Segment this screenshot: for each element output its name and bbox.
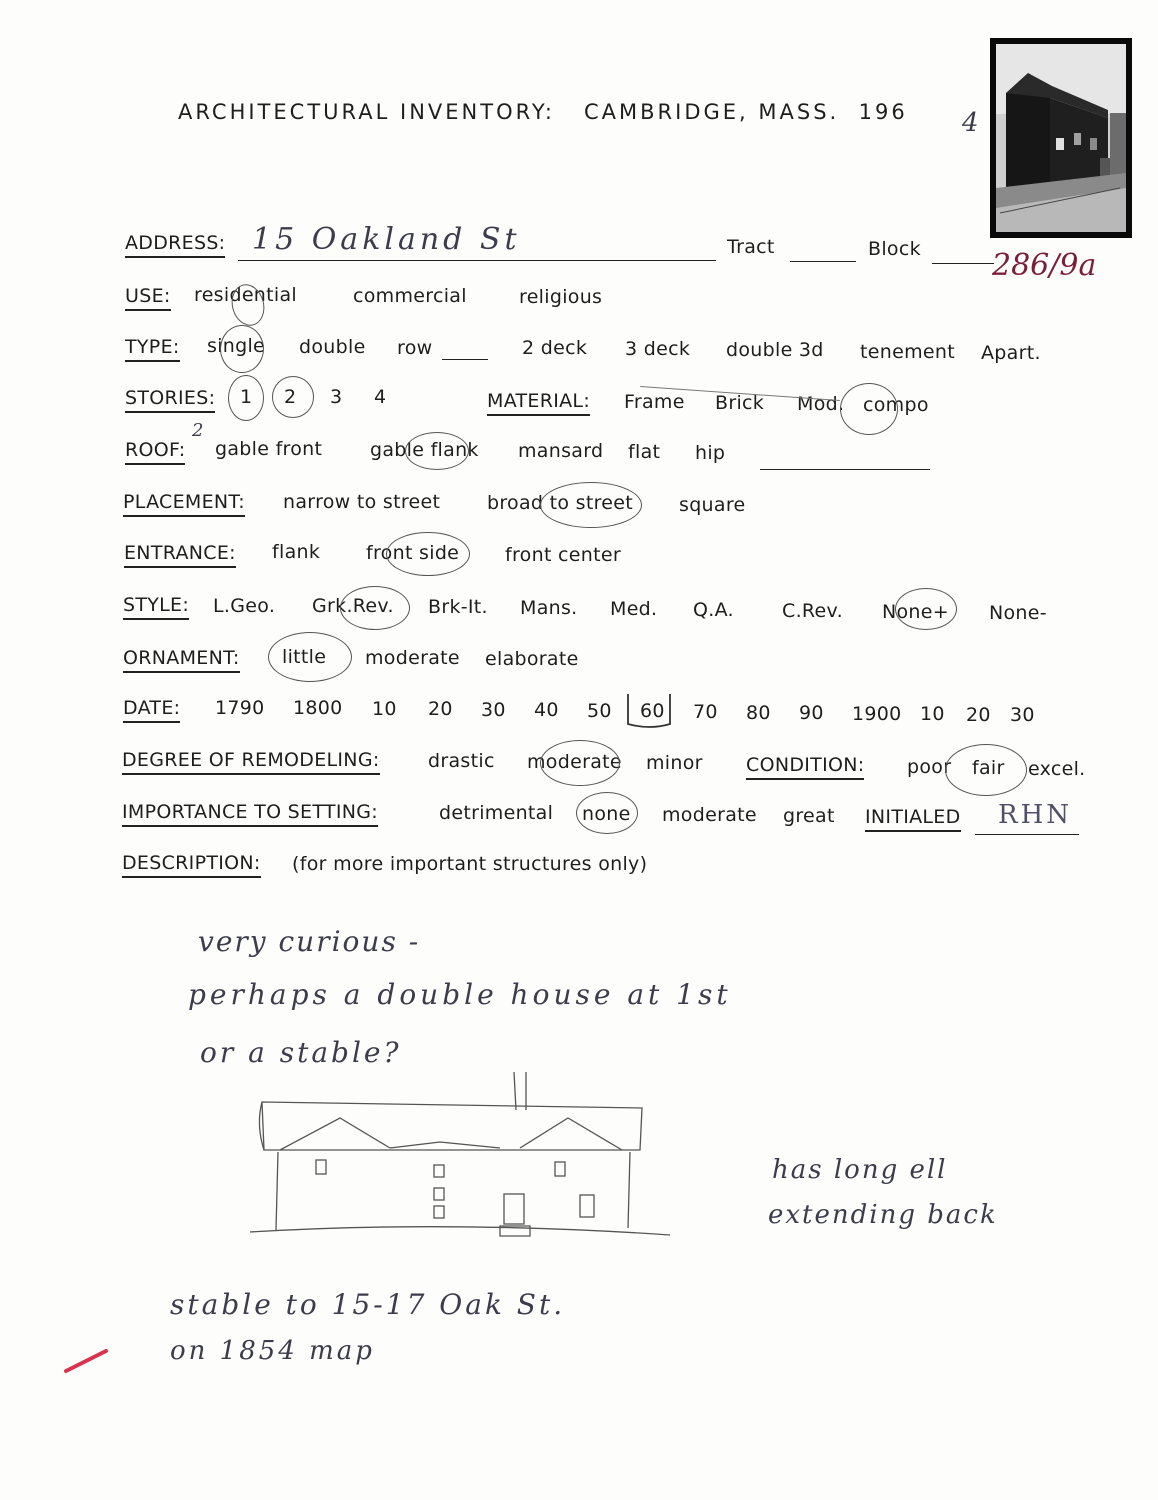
stories-option-2: 2 — [284, 386, 297, 408]
form-title — [178, 100, 908, 124]
date-option-1930: 30 — [1010, 704, 1035, 726]
date-option-1910: 10 — [920, 703, 945, 725]
roof-option-mansard: mansard — [518, 440, 604, 462]
roof-note: 2 — [192, 420, 204, 441]
date-option-30: 30 — [481, 699, 506, 721]
address-line — [238, 260, 716, 261]
type-option-apart: Apart. — [981, 342, 1041, 364]
placement-option-square: square — [679, 494, 746, 516]
remodeling-mark — [540, 740, 620, 786]
style-option-crev: C.Rev. — [782, 600, 843, 622]
importance-option-moderate: moderate — [662, 804, 757, 826]
condition-option-poor: poor — [907, 756, 952, 778]
type-option-row: row — [397, 337, 433, 359]
address-label: ADDRESS: — [125, 232, 225, 258]
placement-mark — [540, 482, 642, 528]
form-place: CAMBRIDGE, MASS. — [584, 100, 840, 124]
condition-mark — [945, 744, 1027, 796]
style-option-mans: Mans. — [520, 597, 578, 619]
roof-option-hip: hip — [695, 442, 726, 464]
placement-option-narrow: narrow to street — [283, 491, 441, 513]
entrance-option-front-center: front center — [505, 544, 621, 566]
form-title-text: ARCHITECTURAL INVENTORY: — [178, 100, 555, 124]
date-option-50: 50 — [587, 700, 612, 722]
description-note: (for more important structures only) — [292, 853, 648, 875]
use-option-commercial: commercial — [353, 285, 467, 307]
material-label: MATERIAL: — [487, 390, 590, 416]
form-year: 196 — [858, 100, 908, 124]
entrance-label: ENTRANCE: — [124, 542, 236, 568]
stories-option-1: 1 — [240, 386, 253, 408]
date-option-1800: 1800 — [293, 697, 343, 719]
initialed-value: RHN — [998, 800, 1072, 830]
stories-option-4: 4 — [374, 386, 387, 408]
date-option-1920: 20 — [966, 704, 991, 726]
style-mark-grkrev — [340, 586, 410, 630]
ornament-option-little: little — [282, 646, 327, 668]
use-option-residential: residential — [194, 284, 298, 306]
roof-blank-line — [760, 469, 930, 470]
importance-option-detrimental: detrimental — [439, 802, 554, 824]
type-mark — [220, 325, 264, 373]
remodeling-option-drastic: drastic — [428, 750, 495, 772]
building-photo — [990, 38, 1132, 238]
block-value: 286/9a — [992, 248, 1097, 283]
condition-option-excel: excel. — [1028, 758, 1086, 780]
address-value: 15 Oakland St — [252, 222, 521, 257]
roof-label: ROOF: — [125, 439, 185, 465]
material-mark — [840, 383, 898, 435]
roof-option-gable-flank: gable flank — [370, 439, 479, 461]
type-label: TYPE: — [125, 336, 180, 362]
type-option-tenement: tenement — [860, 341, 955, 363]
date-option-60: 60 — [640, 700, 665, 722]
importance-option-great: great — [783, 805, 835, 827]
building-sketch — [250, 1070, 670, 1260]
entrance-option-front-side: front side — [366, 542, 460, 564]
initialed-line — [975, 834, 1079, 835]
date-mark — [620, 690, 680, 732]
condition-label: CONDITION: — [746, 754, 864, 780]
style-option-qa: Q.A. — [693, 599, 734, 621]
importance-mark — [576, 792, 638, 834]
material-option-brick: Brick — [715, 392, 765, 414]
type-option-double: double — [299, 336, 366, 358]
use-label: USE: — [125, 285, 171, 311]
date-option-10: 10 — [372, 698, 397, 720]
description-label: DESCRIPTION: — [122, 852, 261, 878]
material-option-compo: compo — [863, 394, 929, 416]
remodeling-label: DEGREE OF REMODELING: — [122, 749, 380, 775]
stories-option-3: 3 — [330, 386, 343, 408]
tract-line — [790, 261, 856, 262]
date-option-20: 20 — [428, 698, 453, 720]
style-option-grkrev: Grk.Rev. — [312, 595, 394, 617]
style-mark-none — [895, 588, 957, 630]
year-handwritten: 4 — [962, 108, 979, 138]
date-option-1900: 1900 — [852, 703, 902, 725]
entrance-option-flank: flank — [272, 541, 321, 563]
note-line-3: or a stable? — [200, 1036, 402, 1069]
ornament-option-moderate: moderate — [365, 647, 460, 669]
type-option-3deck: 3 deck — [625, 338, 691, 360]
placement-label: PLACEMENT: — [123, 491, 245, 517]
red-check-mark — [62, 1345, 112, 1375]
style-option-lgeo: L.Geo. — [213, 595, 276, 617]
note-line-2: perhaps a double house at 1st — [188, 978, 732, 1011]
date-option-90: 90 — [799, 702, 824, 724]
ornament-mark — [268, 632, 352, 682]
initialed-label: INITIALED — [865, 806, 961, 832]
ornament-label: ORNAMENT: — [123, 647, 240, 673]
date-option-40: 40 — [534, 699, 559, 721]
block-label: Block — [868, 238, 921, 260]
date-option-1790: 1790 — [215, 697, 265, 719]
roof-mark — [405, 432, 469, 470]
date-option-70: 70 — [693, 701, 718, 723]
note-line-7: on 1854 map — [170, 1336, 375, 1366]
stories-mark-1 — [228, 375, 264, 421]
block-line — [932, 263, 994, 264]
ornament-option-elaborate: elaborate — [485, 648, 579, 670]
condition-option-fair: fair — [972, 757, 1005, 779]
use-option-religious: religious — [519, 286, 603, 308]
style-option-none-plus: None+ — [882, 601, 949, 623]
importance-option-none: none — [582, 803, 631, 825]
material-option-frame: Frame — [624, 391, 685, 413]
remodeling-option-minor: minor — [646, 752, 703, 774]
tract-label: Tract — [727, 236, 775, 258]
date-option-80: 80 — [746, 702, 771, 724]
note-line-1: very curious - — [198, 925, 421, 958]
type-option-single: single — [207, 335, 266, 357]
style-option-brkit: Brk-It. — [428, 596, 488, 618]
material-option-mod: Mod. — [797, 393, 845, 415]
roof-option-gable-front: gable front — [215, 438, 323, 460]
importance-label: IMPORTANCE TO SETTING: — [122, 801, 378, 827]
style-option-med: Med. — [610, 598, 658, 620]
style-label: STYLE: — [123, 594, 189, 620]
note-line-6: stable to 15-17 Oak St. — [170, 1288, 566, 1321]
date-label: DATE: — [123, 697, 180, 723]
type-option-double3d: double 3d — [726, 339, 824, 361]
type-blank-line — [442, 359, 488, 360]
type-option-2deck: 2 deck — [522, 337, 588, 359]
stories-mark-2 — [272, 376, 314, 418]
roof-option-flat: flat — [628, 441, 661, 463]
entrance-mark — [386, 532, 470, 576]
stories-label: STORIES: — [125, 387, 215, 413]
remodeling-option-moderate: moderate — [527, 751, 622, 773]
note-line-5: extending back — [768, 1200, 998, 1230]
placement-option-broad: broad to street — [487, 492, 634, 514]
note-line-4: has long ell — [772, 1155, 948, 1185]
style-option-none-minus: None- — [989, 602, 1047, 624]
